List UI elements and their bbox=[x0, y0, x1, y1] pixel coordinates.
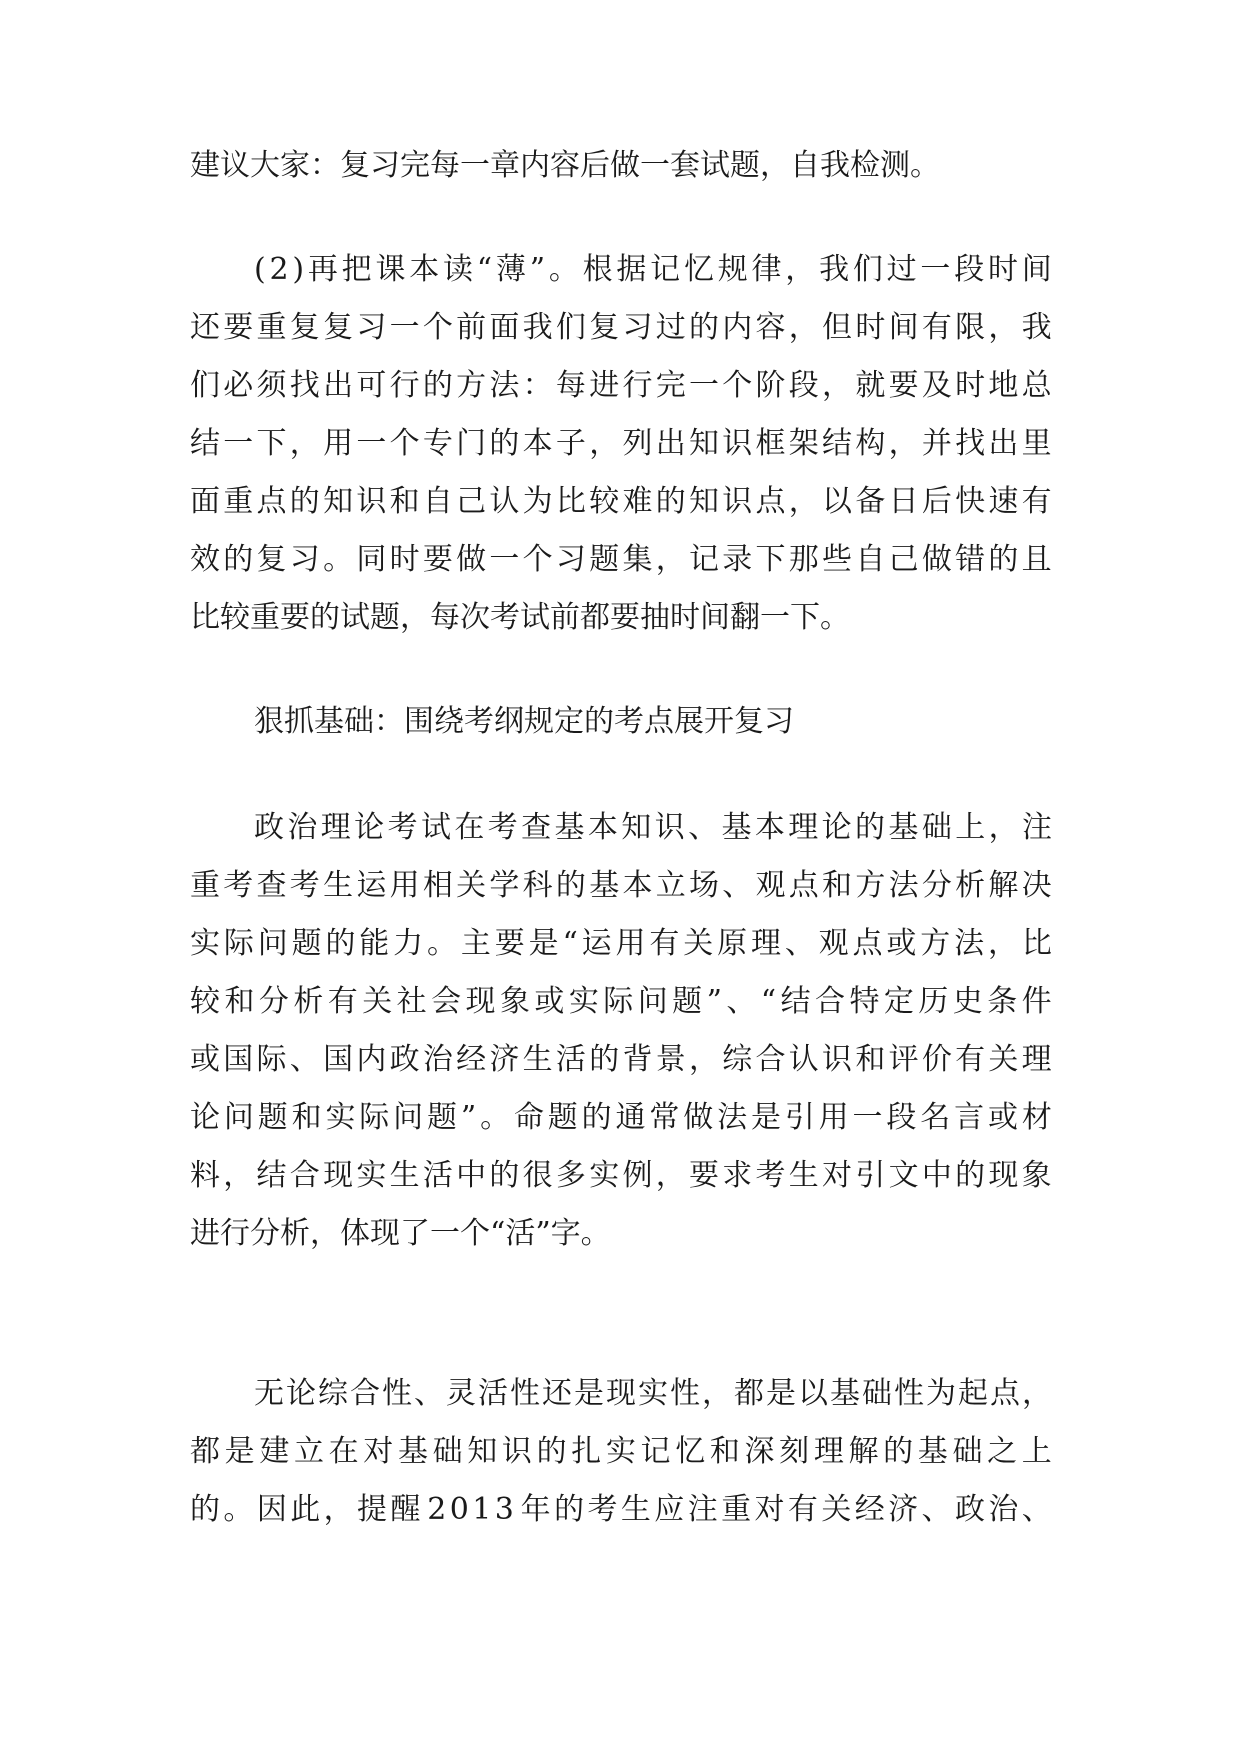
text-line: 面 重 点 的 知 识 和 自 己 认 为 比 较 难 的 知 识 点 ， 以 备 日 后 快 速 有 bbox=[190, 484, 1052, 519]
text-line: 论 问 题 和 实 际 问 题 ” 。 命 题 的 通 常 做 法 是 引 用 一 段 名 言 或 材 bbox=[190, 1100, 1052, 1135]
text-line: 重 考 查 考 生 运 用 相 关 学 科 的 基 本 立 场 、 观 点 和 方 法 分 析 解 决 bbox=[190, 868, 1052, 903]
heading-text: 狠抓基础：围绕考纲规定的考点展开复习 bbox=[254, 704, 794, 739]
text-line: 效 的 复 习 。 同 时 要 做 一 个 习 题 集 ， 记 录 下 那 些 自 己 做 错 的 且 bbox=[190, 542, 1052, 577]
text-line: 或 国 际 、 国 内 政 治 经 济 生 活 的 背 景 ， 综 合 认 识 和 评 价 有 关 理 bbox=[190, 1042, 1052, 1077]
text-line: 们 必 须 找 出 可 行 的 方 法 ： 每 进 行 完 一 个 阶 段 ， 就 要 及 时 地 总 bbox=[190, 368, 1052, 403]
text-line: 料 ， 结 合 现 实 生 活 中 的 很 多 实 例 ， 要 求 考 生 对 引 文 中 的 现 象 bbox=[190, 1158, 1052, 1193]
text-line: 实 际 问 题 的 能 力 。 主 要 是 “ 运 用 有 关 原 理 、 观 点 或 方 法 ， 比 bbox=[190, 926, 1052, 961]
text-line: 结 一 下 ， 用 一 个 专 门 的 本 子 ， 列 出 知 识 框 架 结 构 ， 并 找 出 里 bbox=[190, 426, 1052, 461]
text-line: 建议大家：复习完每一章内容后做一套试题，自我检测。 bbox=[190, 148, 940, 183]
text-line: 进行分析，体现了一个“活”字。 bbox=[190, 1216, 611, 1251]
text-line: 都 是 建 立 在 对 基 础 知 识 的 扎 实 记 忆 和 深 刻 理 解 的 基 础 之 上 bbox=[190, 1434, 1052, 1469]
text-line: 无 论 综 合 性 、 灵 活 性 还 是 现 实 性 ， 都 是 以 基 础 性 为 起 点 ， bbox=[254, 1376, 1052, 1411]
text-line: 政 治 理 论 考 试 在 考 查 基 本 知 识 、 基 本 理 论 的 基 础 上 ， 注 bbox=[254, 810, 1052, 845]
text-line: 较 和 分 析 有 关 社 会 现 象 或 实 际 问 题 ” 、 “ 结 合 特 定 历 史 条 件 bbox=[190, 984, 1052, 1019]
text-line: 还 要 重 复 复 习 一 个 前 面 我 们 复 习 过 的 内 容 ， 但 时 间 有 限 ， 我 bbox=[190, 310, 1052, 345]
text-line: ( 2 ) 再 把 课 本 读 “ 薄 ” 。 根 据 记 忆 规 律 ， 我 们 过 一 段 时 间 bbox=[254, 252, 1052, 287]
text-line: 比较重要的试题，每次考试前都要抽时间翻一下。 bbox=[190, 600, 850, 635]
text-line: 的 。 因 此 ， 提 醒 2 0 1 3 年 的 考 生 应 注 重 对 有 关 经 济 、 政 治 、 bbox=[190, 1492, 1052, 1527]
